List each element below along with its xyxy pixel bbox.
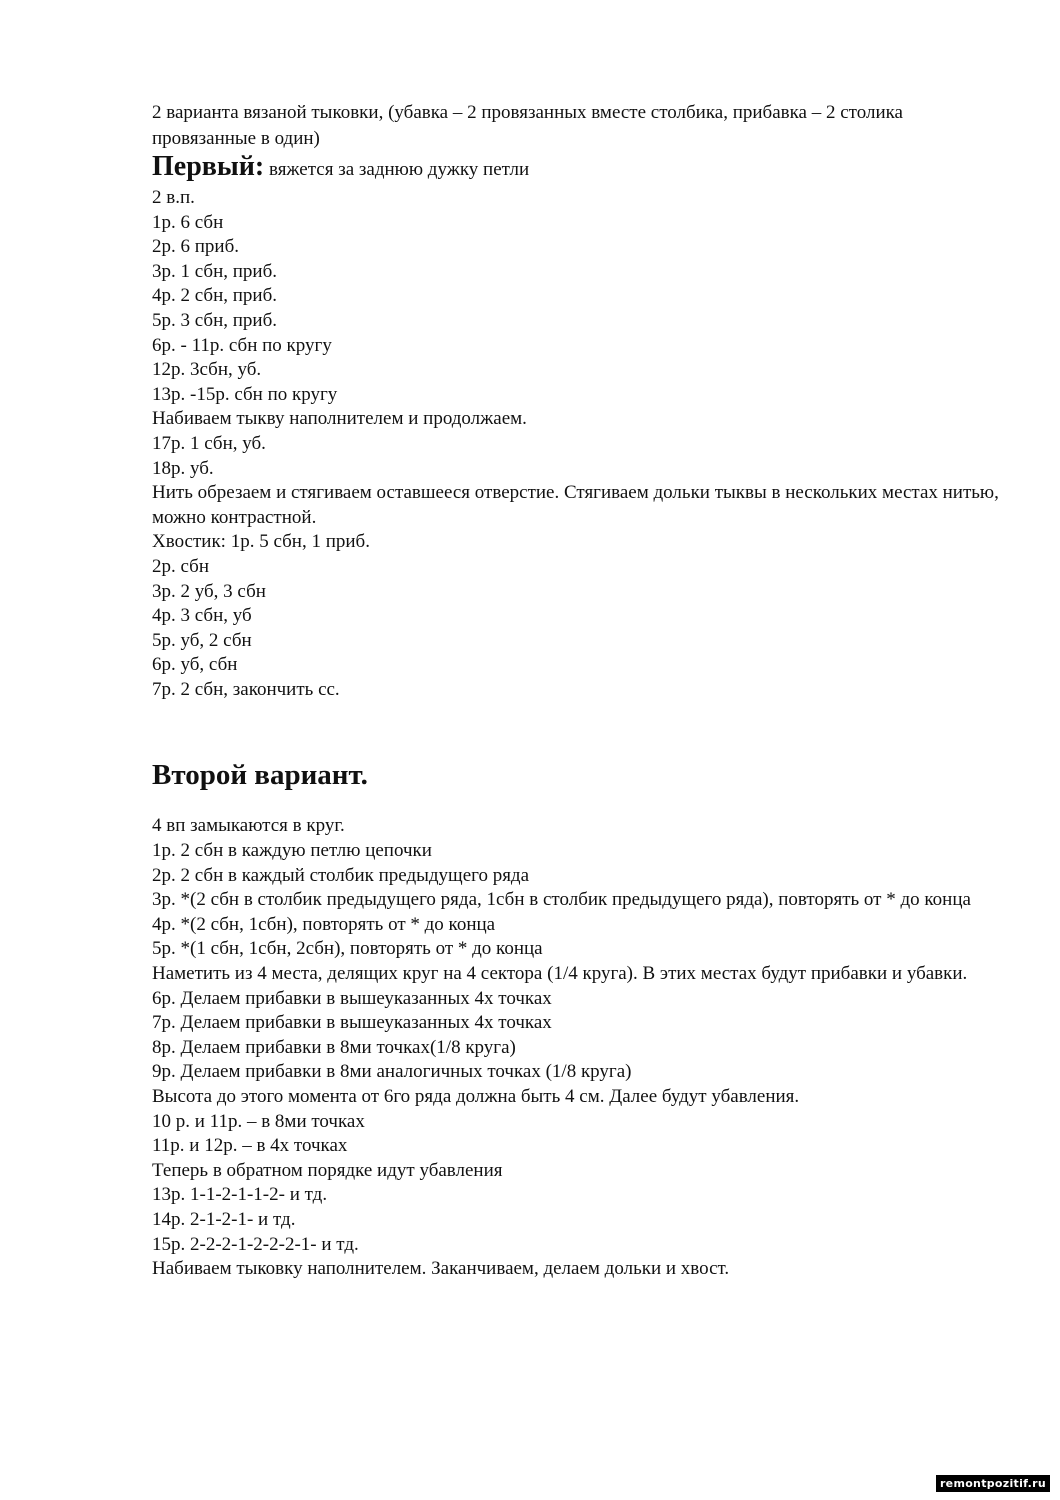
site-watermark: remontpozitif.ru (936, 1475, 1050, 1492)
instruction-line: 4 вп замыкаются в круг. (152, 815, 345, 837)
instruction-line: 15р. 2-2-2-1-2-2-2-1- и тд. (152, 1233, 359, 1255)
instruction-line: 3р. 2 уб, 3 сбн (152, 580, 266, 602)
instruction-line: 3р. *(2 сбн в столбик предыдущего ряда, 1сбн в столбик предыдущего ряда), повторять от * до конца (152, 889, 971, 911)
instruction-line: 2р. 2 сбн в каждый столбик предыдущего ряда (152, 864, 530, 886)
instruction-line: 5р. 3 сбн, приб. (152, 309, 278, 331)
instruction-line: 8р. Делаем прибавки в 8ми точках(1/8 круга) (152, 1036, 516, 1058)
instruction-line: 5р. *(1 сбн, 1сбн, 2сбн), повторять от * до конца (152, 938, 543, 960)
instruction-line: 6р. уб, сбн (152, 654, 238, 676)
document-page (152, 100, 1002, 1282)
variant2-heading: Второй вариант. (152, 759, 368, 792)
variant1-instructions (152, 186, 1002, 702)
instruction-line: 10 р. и 11р. – в 8ми точках (152, 1110, 365, 1132)
instruction-line: 4р. 3 сбн, уб (152, 605, 252, 627)
instruction-line: Набиваем тыкву наполнителем и продолжаем. (152, 408, 527, 430)
instruction-line: 12р. 3сбн, уб. (152, 359, 262, 381)
instruction-line: 2р. 6 приб. (152, 236, 240, 258)
instruction-line: 1р. 2 сбн в каждую петлю цепочки (152, 840, 432, 862)
instruction-line: 13р. -15р. сбн по кругу (152, 383, 338, 405)
instruction-line: 13р. 1-1-2-1-1-2- и тд. (152, 1184, 328, 1206)
instruction-line: 4р. 2 сбн, приб. (152, 285, 278, 307)
variant1-heading-note: вяжется за заднюю дужку петли (264, 159, 530, 180)
instruction-line: 1р. 6 сбн (152, 211, 224, 233)
intro-text: 2 варианта вязаной тыковки, (убавка – 2 провязанных вместе столбика, прибавка – 2 столика провязанные в один) (152, 102, 903, 149)
instruction-line: 18р. уб. (152, 457, 214, 479)
instruction-line: Теперь в обратном порядке идут убавления (152, 1159, 503, 1181)
instruction-line: 9р. Делаем прибавки в 8ми аналогичных точках (1/8 круга) (152, 1061, 632, 1083)
instruction-line: 7р. 2 сбн, закончить сс. (152, 678, 340, 700)
instruction-line: 14р. 2-1-2-1- и тд. (152, 1208, 296, 1230)
instruction-line: Хвостик: 1р. 5 сбн, 1 приб. (152, 531, 370, 553)
instruction-line: 6р. Делаем прибавки в вышеуказанных 4х точках (152, 987, 552, 1009)
instruction-line: 7р. Делаем прибавки в вышеуказанных 4х точках (152, 1012, 552, 1034)
variant1-heading-row (152, 152, 1002, 186)
instruction-line: 2р. сбн (152, 555, 209, 577)
instruction-line: Набиваем тыковку наполнителем. Заканчиваем, делаем дольки и хвост. (152, 1258, 730, 1280)
instruction-line: 3р. 1 сбн, приб. (152, 260, 278, 282)
instruction-line: 5р. уб, 2 сбн (152, 629, 252, 651)
instruction-line: 6р. - 11р. сбн по кругу (152, 334, 332, 356)
variant1-heading: Первый: (152, 151, 265, 182)
instruction-line: Наметить из 4 места, делящих круг на 4 сектора (1/4 круга). В этих местах будут прибавки и убавки. (152, 963, 968, 985)
instruction-line: Нить обрезаем и стягиваем оставшееся отверстие. Стягиваем дольки тыквы в нескольких местах нитью, можно контрастной. (152, 482, 999, 528)
instruction-line: 17р. 1 сбн, уб. (152, 432, 266, 454)
instruction-line: 2 в.п. (152, 187, 195, 208)
instruction-line: Высота до этого момента от 6го ряда должна быть 4 см. Далее будут убавления. (152, 1086, 800, 1107)
instruction-line: 11р. и 12р. – в 4х точках (152, 1135, 348, 1157)
instruction-line: 4р. *(2 сбн, 1сбн), повторять от * до конца (152, 913, 496, 935)
variant2-instructions (152, 814, 1002, 1281)
